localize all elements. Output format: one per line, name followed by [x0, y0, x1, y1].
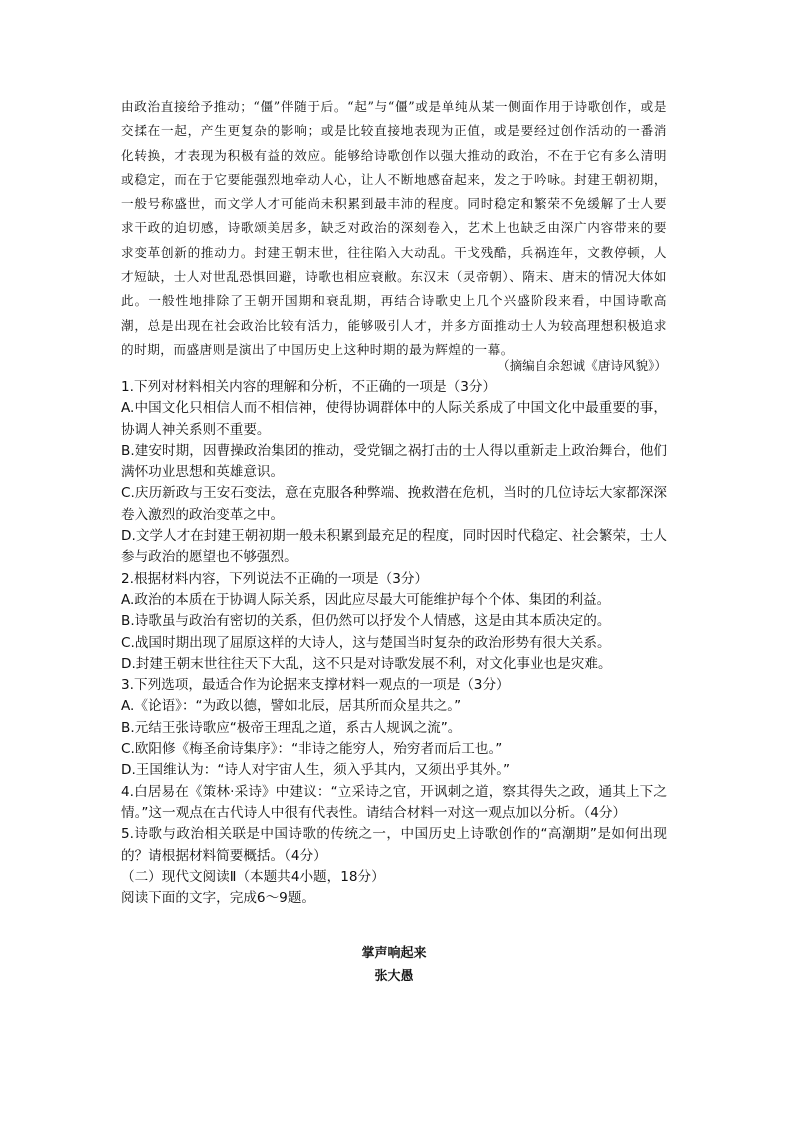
question-list [121, 377, 667, 909]
option-1a: A.中国文化只相信人而不相信神，使得协调群体中的人际关系成了中国文化中最重要的事，协调人神关系则不重要。 [121, 400, 667, 438]
option-3d: D.王国维认为：“诗人对宇宙人生，须入乎其内，又须出乎其外。” [121, 762, 511, 779]
option-3c: C.欧阳修《梅圣俞诗集序》：“非诗之能穷人，殆穷者而后工也。” [121, 741, 503, 758]
option-1d: D.文学人才在封建王朝初期一般未积累到最充足的程度，同时因时代稳定、社会繁荣，士人参与政治的愿望也不够强烈。 [121, 528, 667, 566]
question-4: 4.白居易在《策林·采诗》中建议：“立采诗之官，开讽刺之道，察其得失之政，通其上下之情。”这一观点在古代诗人中很有代表性。请结合材料一对这一观点加以分析。（4分） [121, 783, 667, 821]
option-2b: B.诗歌虽与政治有密切的关系，但仍然可以抒发个人情感，这是由其本质决定的。 [121, 613, 611, 630]
section-instruction: 阅读下面的文字，完成6～9题。 [121, 890, 316, 907]
option-2d: D.封建王朝末世往往天下大乱，这不只是对诗歌发展不利，对文化事业也是灾难。 [121, 655, 612, 672]
option-1b: B.建安时期，因曹操政治集团的推动，受党锢之祸打击的士人得以重新走上政治舞台，他们满怀功业思想和英雄意识。 [121, 442, 667, 481]
option-3b: B.元结王张诗歌应“极帝王理乱之道，系古人规讽之流”。 [121, 719, 462, 736]
passage-source: （摘编自余恕诚《唐诗风貌》） [496, 358, 667, 373]
question-3: 3.下列选项，最适合作为论据来支撑材料一观点的一项是（3分） [121, 677, 510, 694]
option-2a: A.政治的本质在于协调人际关系，因此应尽最大可能维护每个个体、集团的利益。 [121, 591, 611, 608]
option-1c: C.庆历新政与王安石变法，意在克服各种弊端、挽救潜在危机，当时的几位诗坛大家都深深卷入激烈的政治变革之中。 [121, 485, 667, 523]
question-1: 1.下列对材料相关内容的理解和分析，不正确的一项是（3分） [121, 379, 497, 395]
question-5: 5.诗歌与政治相关联是中国诗歌的传统之一，中国历史上诗歌创作的“高潮期”是如何出现的？请根据材料简要概括。（4分） [121, 826, 667, 864]
question-2: 2.根据材料内容，下列说法不正确的一项是（3分） [121, 570, 429, 587]
passage-paragraph: 由政治直接给予推动；“僵”伴随于后。“起”与“僵”或是单纯从某一侧面作用于诗歌创作，或是交揉在一起，产生更复杂的影响；或是比较直接地表现为正值，或是要经过创作活动的一番消化转换，才表现为积极有益的效应。能够给诗歌创作以强大推动的政治，不在于它有多么清明或稳定，而在于它要能强烈地牵动人心，让人不断地感奋起来，发之于吟咏。封建王朝初期，一般号称盛世，而文学人才可能尚未积累到最丰沛的程度。同时稳定和繁荣不免缓解了士人要求干政的迫切感，诗歌颂美居多，缺乏对政治的深刻卷入，艺术上也缺乏由深广内容带来的要求变革创新的推动力。封建王朝末世，往往陷入大动乱。干戈残酷，兵祸连年，文教停顿，人才短缺，士人对世乱恐惧回避，诗歌也相应衰敝。东汉末（灵帝朝）、隋末、唐末的情况大体如此。一般性地排除了王朝开国期和衰乱期，再结合诗歌史上几个兴盛阶段来看，中国诗歌高潮，总是出现在社会政治比较有活力，能够吸引人才，并多方面推动士人为较高理想积极追求的时期，而盛唐则是演出了中国历史上这种时期的最为辉煌的一幕。 [121, 99, 667, 357]
story-author: 张大愚 [374, 969, 414, 984]
section-heading: （二）现代文阅读Ⅱ（本题共4小题，18分） [121, 868, 385, 885]
reading-passage [121, 95, 667, 362]
option-3a: A.《论语》：“为政以德，譬如北辰，居其所而众星共之。” [121, 698, 462, 715]
story-title: 掌声响起来 [361, 946, 427, 961]
option-2c: C.战国时期出现了屈原这样的大诗人，这与楚国当时复杂的政治形势有很大关系。 [121, 634, 611, 651]
